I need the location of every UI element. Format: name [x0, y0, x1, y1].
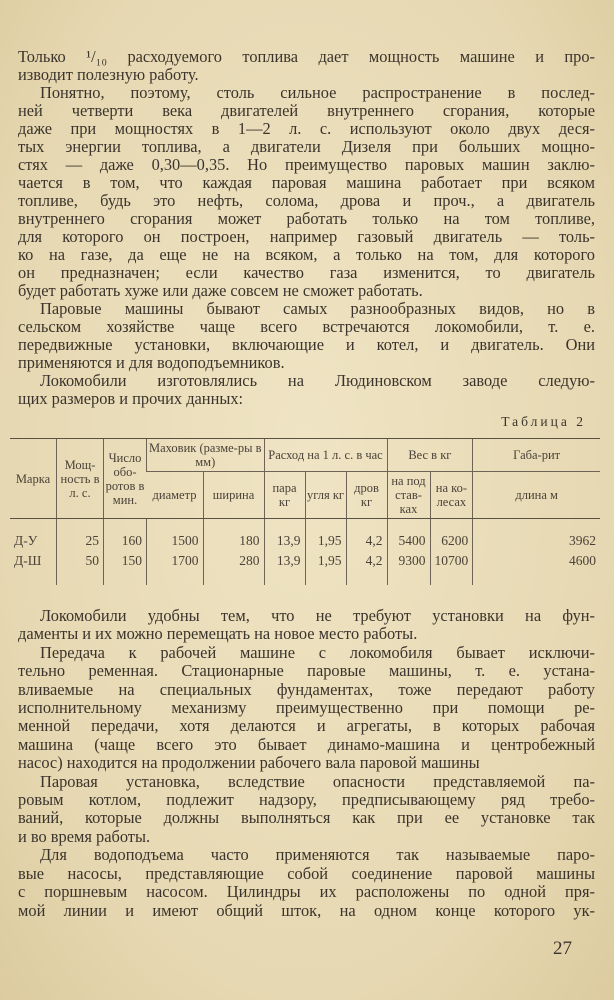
- table-cell: 13,9: [264, 551, 305, 571]
- header-steam: пара кг: [264, 472, 305, 519]
- header-flywheel-width: ширина: [203, 472, 264, 519]
- text-line: вливаемые на специальных фундаментах, тоже передают работу: [18, 680, 595, 699]
- header-size: Габа-рит: [473, 439, 600, 472]
- header-power: Мощ-ность в л. с.: [57, 439, 104, 519]
- paragraph: [18, 372, 595, 408]
- paragraph: [18, 84, 595, 300]
- table-cell: 9300: [387, 551, 430, 571]
- text-line: Передача к рабочей машине с локомобиля бывает исключи-: [40, 643, 595, 662]
- header-length: длина м: [473, 472, 600, 519]
- header-consumption: Расход на 1 л. с. в час: [264, 439, 387, 472]
- paragraph: [18, 300, 595, 372]
- table-cell-empty: [430, 571, 473, 585]
- text-line: даже при мощностях в 1—2 л. с. используют около двух деся-: [18, 120, 595, 138]
- text-line: он предназначен; если качество газа изменится, то двигатель: [18, 264, 595, 282]
- table-cell: 180: [203, 519, 264, 552]
- table-cell-empty: [387, 571, 430, 585]
- text-line: Локомобили изготовлялись на Людиновском заводе следую-: [40, 372, 595, 390]
- text-line: топливе, будь это нефть, солома, дрова и проч., а двигатель: [18, 192, 595, 210]
- text-block-bottom: [18, 607, 595, 920]
- table-cell: 160: [104, 519, 147, 552]
- table-cell-empty: [10, 571, 57, 585]
- header-rpm: Число обо-ротов в мин.: [104, 439, 147, 519]
- paragraph: [18, 48, 595, 84]
- header-coal: угля кг: [305, 472, 346, 519]
- table-cell: 280: [203, 551, 264, 571]
- header-marka: Марка: [10, 439, 57, 519]
- table-cell: 1500: [147, 519, 204, 552]
- text-line: насос) находится на продолжении рабочего вала паровой машины: [18, 754, 480, 773]
- text-line: стях — даже 0,30—0,35. Но преимущество паровых машин заклю-: [18, 156, 595, 174]
- header-flywheel: Маховик (разме-ры в мм): [147, 439, 265, 472]
- text-line: сельском хозяйстве чаще всего встречаются локомобили, т. е.: [18, 318, 595, 336]
- table-cell-empty: [104, 571, 147, 585]
- paragraph: [18, 607, 595, 644]
- text-line: тых энергии топлива, а двигатели Дизеля при больших мощно-: [18, 138, 595, 156]
- table-cell: 4,2: [346, 519, 387, 552]
- text-line: мой линии и имеют общий шток, на одном конце которого ук-: [18, 901, 595, 920]
- text-line: исполнительному механизму преимущественно при помощи ре-: [18, 699, 595, 718]
- table-cell-empty: [147, 571, 204, 585]
- table-cell: 1,95: [305, 519, 346, 552]
- table-row: [10, 519, 600, 552]
- text-line: передвижные установки, включающие и котел, и двигатель. Они: [18, 336, 595, 354]
- text-line: ко на газе, да еще не на всяком, а только на том, для которого: [18, 246, 595, 264]
- table-row: [10, 551, 600, 571]
- text-line: изводит полезную работу.: [18, 66, 199, 84]
- text-line: Паровая установка, вследствие опасности представляемой па-: [40, 772, 595, 791]
- table-cell: 25: [57, 519, 104, 552]
- table-cell: 6200: [430, 519, 473, 552]
- text-line: ней четверти века двигателей внутреннего сгорания, которые: [18, 102, 595, 120]
- table-cell: 1,95: [305, 551, 346, 571]
- table-cell: Д-Ш: [14, 553, 42, 568]
- page-number: 27: [553, 938, 572, 959]
- table-cell: 1700: [147, 551, 204, 571]
- table-cell: 5400: [387, 519, 430, 552]
- text-line: Понятно, поэтому, столь сильное распространение в послед-: [40, 84, 595, 102]
- header-on-supports: на под став-ках: [387, 472, 430, 519]
- table-caption: Таблица 2: [501, 414, 586, 429]
- table-cell-empty: [473, 571, 600, 585]
- text-line: менной передачи, хотя делаются и агрегаты, в которых рабочая: [18, 717, 595, 736]
- text-line: Локомобили удобны тем, что не требуют установки на фун-: [40, 607, 595, 625]
- paragraph: [18, 846, 595, 920]
- text-line: тельно ременная. Стационарные паровые машины, т. е. устана-: [18, 662, 595, 681]
- locomobile-table: [10, 438, 600, 585]
- table-cell: 10700: [430, 551, 473, 571]
- table-cell-empty: [57, 571, 104, 585]
- text-block-top: [18, 48, 595, 408]
- text-line: вые насосы, представляющие собой соединение паровой машины: [18, 864, 595, 883]
- header-on-wheels: на ко-лесах: [430, 472, 473, 519]
- text-line: и во время работы.: [18, 827, 151, 846]
- text-line: щих размеров и прочих данных:: [18, 390, 244, 408]
- header-flywheel-diameter: диаметр: [147, 472, 204, 519]
- table-cell-empty: [264, 571, 305, 585]
- text-line: внутреннего сгорания может работать только на том топливе,: [18, 210, 595, 228]
- table-cell-empty: [203, 571, 264, 585]
- table-cell: 13,9: [264, 519, 305, 552]
- table-cell: 3962: [473, 519, 600, 552]
- header-wood: дров кг: [346, 472, 387, 519]
- table-spacer-row: [10, 571, 600, 585]
- table-cell: 4,2: [346, 551, 387, 571]
- text-line: для которого он построен, например газовый двигатель — толь-: [18, 228, 595, 246]
- text-line: Паровые машины бывают самых разнообразных видов, но в: [40, 300, 595, 318]
- text-line: с поршневым насосом. Цилиндры их расположены по одной пря-: [18, 883, 595, 902]
- table-cell: 50: [57, 551, 104, 571]
- text-line: будет работать хуже или даже совсем не сможет работать.: [18, 282, 423, 300]
- table-cell: 4600: [473, 551, 600, 571]
- text-line: даменты и их можно перемещать на новое место работы.: [18, 625, 418, 644]
- text-line: машина (чаще всего это бывает динамо-машина и центробежный: [18, 735, 595, 754]
- table-cell-empty: [305, 571, 346, 585]
- paragraph: [18, 644, 595, 773]
- text-line: Для водоподъема часто применяются так называемые паро-: [40, 846, 595, 865]
- table-cell: 150: [104, 551, 147, 571]
- text-line: применяются и для водоподъемников.: [18, 354, 285, 372]
- text-line: ровым котлом, подлежит надзору, предписывающему ряд требо-: [18, 791, 595, 810]
- text-line: чается в том, что каждая паровая машина работает при всяком: [18, 174, 595, 192]
- text-line: ваний, которые должны выполняться как при ее установке так: [18, 809, 595, 828]
- paragraph: [18, 773, 595, 847]
- header-weight: Вес в кг: [387, 439, 473, 472]
- table-cell-empty: [346, 571, 387, 585]
- text-line: Только ¹/₁₀ расходуемого топлива дает мощность машине и про-: [18, 48, 595, 66]
- table-cell: Д-У: [14, 533, 38, 548]
